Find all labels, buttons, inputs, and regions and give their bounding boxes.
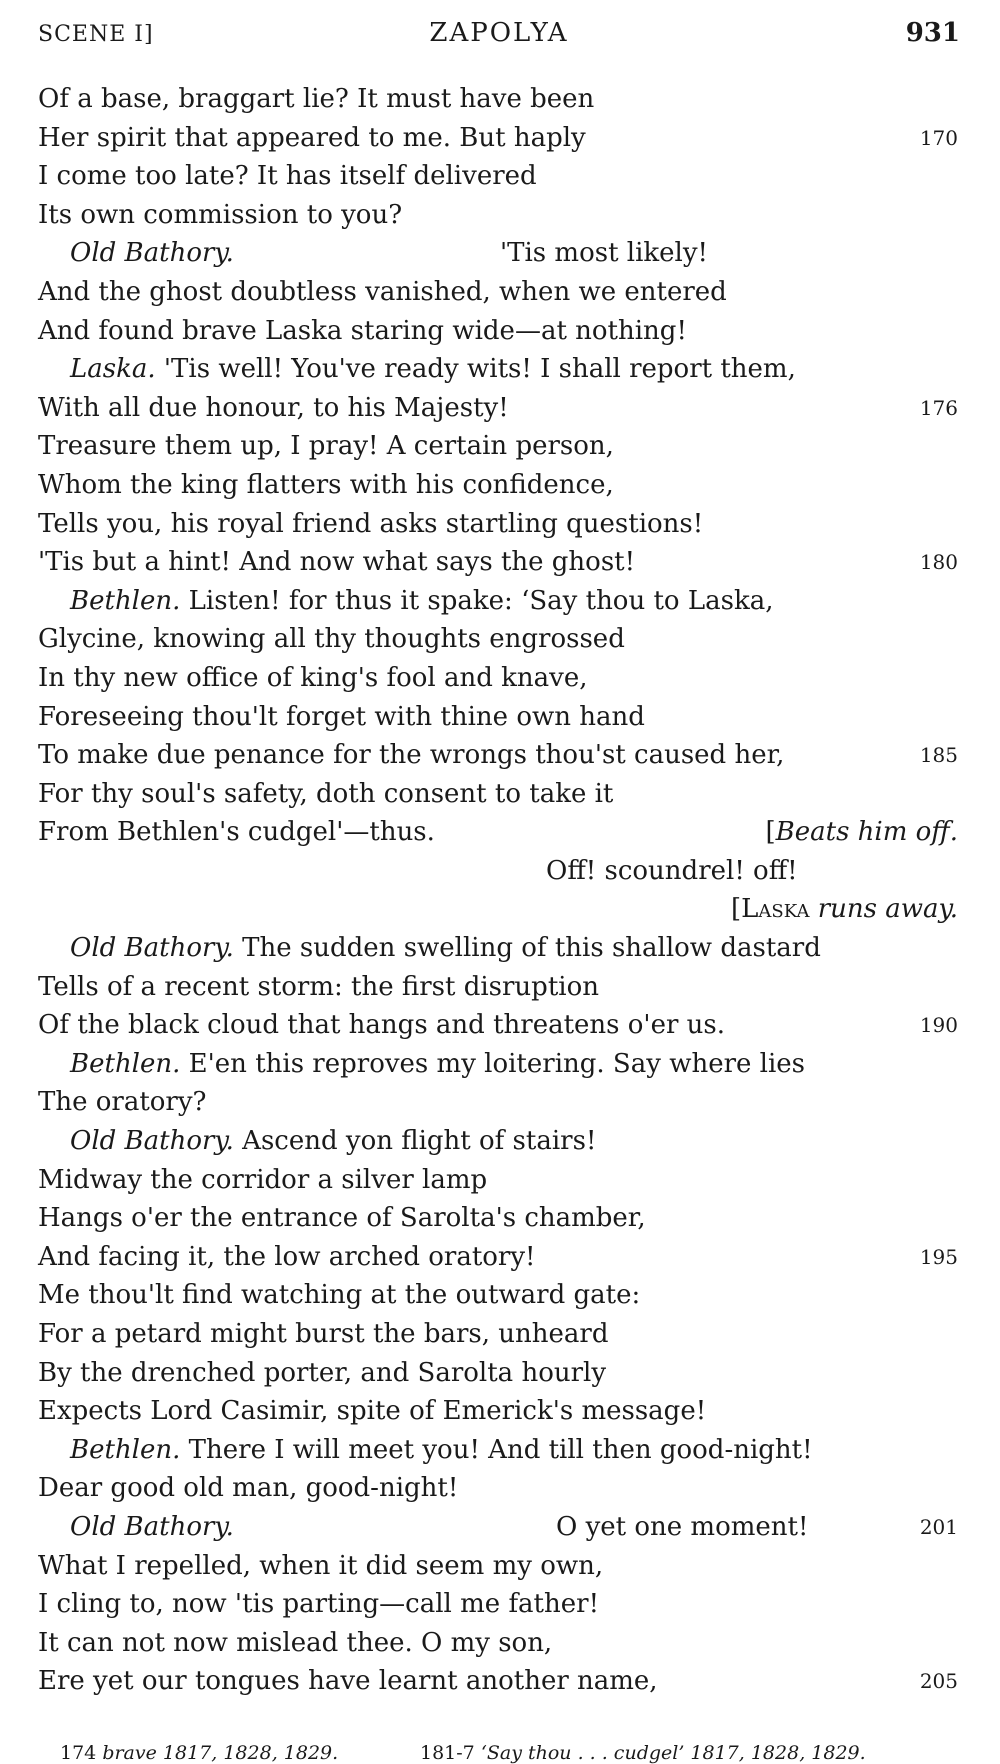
line-number: 176 [919,395,958,420]
verse-line: Expects Lord Casimir, spite of Emerick's message! [38,1396,707,1427]
line-number: 185 [919,743,958,768]
verse-line: Bethlen. There I will meet you! And till then good-night! [70,1434,813,1465]
stage-direction-line [38,890,958,929]
verse-line: Ere yet our tongues have learnt another name, 205 [38,1662,958,1701]
verse-line: And found brave Laska staring wide—at nothing! [38,315,687,346]
verse-line: Tells you, his royal friend asks startling questions! [38,508,704,539]
verse-line: Bethlen. E'en this reproves my loitering. Say where lies [70,1048,806,1079]
verse-line: Midway the corridor a silver lamp [38,1164,488,1195]
verse-line: From Bethlen's cudgel'—thus. [Beats him off. [38,813,958,852]
verse-line: By the drenched porter, and Sarolta hourly [38,1357,607,1388]
verse-line: Glycine, knowing all thy thoughts engrossed [38,624,625,655]
verse-line: Old Bathory. O yet one moment! 201 [38,1508,958,1547]
verse-line: And facing it, the low arched oratory! 195 [38,1238,958,1277]
verse-line: I come too late? It has itself delivered [38,161,537,192]
verse-line: Foreseeing thou'lt forget with thine own hand [38,701,645,732]
speaker-name: Old Bathory. [70,1511,234,1542]
verse-line: Of a base, braggart lie? It must have been [38,84,595,114]
verse-line: Laska. 'Tis well! You've ready wits! I shall report them, [70,354,796,385]
verse-line: Bethlen. Listen! for thus it spake: ‘Say thou to Laska, [70,585,774,616]
verse-line: Of the black cloud that hangs and threatens o'er us. 190 [38,1006,958,1045]
speaker-name: Old Bathory. [70,933,234,964]
verse-line: Old Bathory. The sudden swelling of this shallow dastard [70,933,821,964]
verse-line: Hangs o'er the entrance of Sarolta's chamber, [38,1203,646,1234]
verse-line: Dear good old man, good-night! [38,1473,459,1504]
line-number: 201 [919,1514,958,1539]
verse-line: Old Bathory. 'Tis most likely! [70,238,708,269]
verse-line: With all due honour, to his Majesty! 176 [38,389,958,428]
footnote: 181-7 ‘Say thou . . . cudgel’ 1817, 1828, 1829. [420,1742,866,1764]
verse-line: 'Tis but a hint! And now what says the ghost! 180 [38,543,958,582]
scene-label: SCENE I] [38,22,154,47]
verse-line: And the ghost doubtless vanished, when we entered [38,276,727,307]
verse-line: Old Bathory. Ascend yon flight of stairs! [70,1126,597,1157]
speaker-name: Laska. [70,354,156,385]
speaker-name: Old Bathory. [70,238,234,269]
verse-line: For a petard might burst the bars, unheard [38,1319,609,1349]
line-number: 190 [919,1013,958,1038]
line-number: 205 [919,1669,958,1694]
verse-line: Treasure them up, I pray! A certain person, [38,431,614,462]
speaker-name: Bethlen. [70,585,181,616]
footnotes [60,1742,960,1764]
verse-line: What I repelled, when it did seem my own, [38,1550,604,1581]
page-number: 931 [905,18,960,48]
speaker-name: Old Bathory. [70,1126,234,1157]
verse-line: Its own commission to you? [38,199,403,230]
footnote: 174 brave 1817, 1828, 1829. [60,1742,339,1764]
speaker-name: Bethlen. [70,1434,181,1465]
verse-line: Whom the king flatters with his confidence, [38,469,614,500]
line-number: 195 [919,1244,958,1269]
verse-line: Me thou'lt find watching at the outward gate: [38,1280,641,1311]
stage-direction: [Beats him off. [765,817,958,848]
verse-line: In thy new office of king's fool and knave, [38,662,588,693]
verse-line: The oratory? [38,1087,207,1118]
play-title: ZAPOLYA [429,18,569,48]
running-head [38,18,960,58]
verse-line: Her spirit that appeared to me. But haply 170 [38,119,958,158]
verse-line: Off! scoundrel! off! [546,855,798,886]
verse-line: It can not now mislead thee. O my son, [38,1627,553,1658]
line-number: 170 [919,125,958,150]
stage-direction: [Laska runs away. [730,894,958,925]
verse-line: I cling to, now 'tis parting—call me father! [38,1589,600,1620]
verse-body [38,80,958,1701]
verse-line: Tells of a recent storm: the first disruption [38,971,599,1002]
verse-line: For thy soul's safety, doth consent to take it [38,778,614,809]
line-number: 180 [919,550,958,575]
verse-line: To make due penance for the wrongs thou'st caused her, 185 [38,736,958,775]
stage-character: Laska [741,894,810,925]
speaker-name: Bethlen. [70,1048,181,1079]
